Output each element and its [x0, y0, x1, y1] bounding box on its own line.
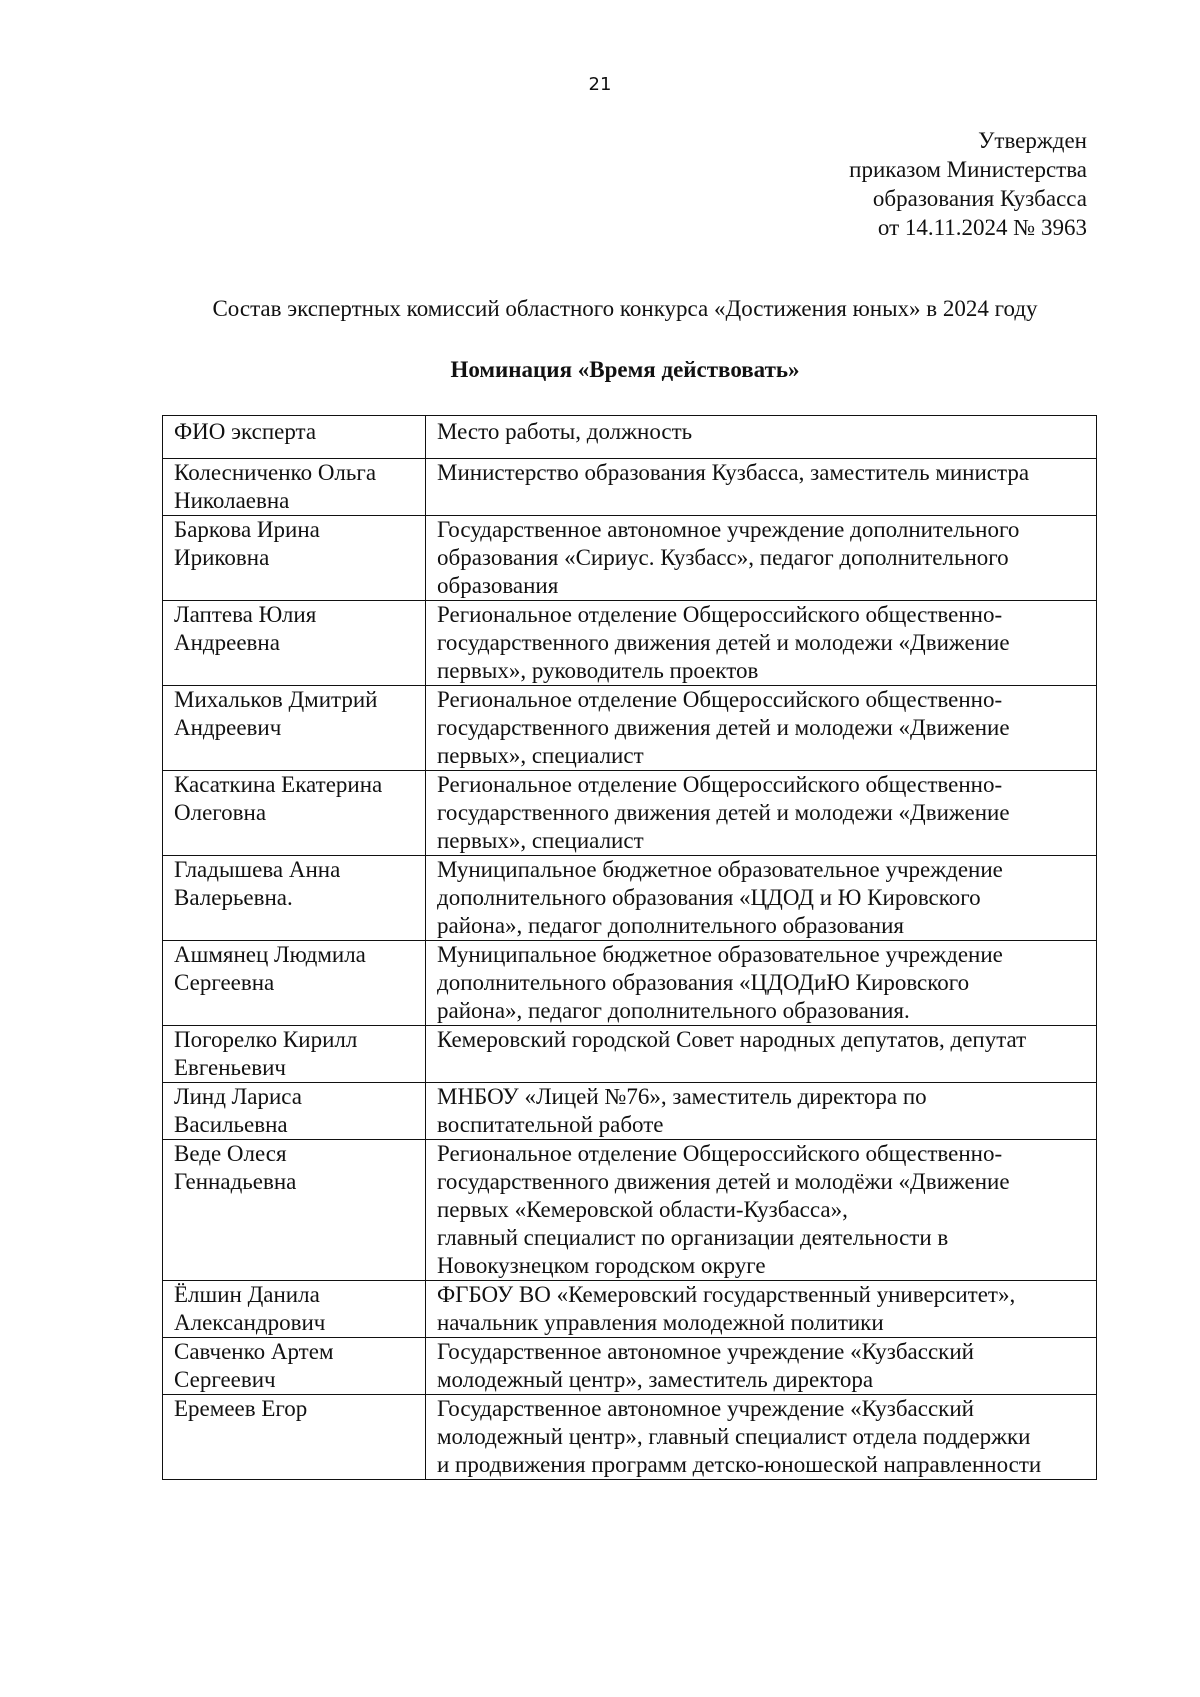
expert-position-cell: [426, 686, 1097, 771]
table-row: [163, 856, 1097, 941]
expert-name-line: Погорелко Кирилл: [174, 1027, 358, 1052]
expert-name-cell: [163, 1338, 426, 1395]
table-row: [163, 1338, 1097, 1395]
expert-position-cell: [426, 459, 1097, 516]
expert-name-line: Гладышева Анна: [174, 857, 341, 882]
approval-line: Утвержден: [978, 128, 1087, 153]
expert-name-line: Александрович: [174, 1310, 326, 1335]
expert-position-cell: [426, 771, 1097, 856]
expert-position-line: первых», специалист: [437, 743, 644, 768]
expert-position-cell: [426, 1026, 1097, 1083]
expert-position-line: молодежный центр», главный специалист отдела поддержки: [437, 1424, 1031, 1449]
expert-position-cell: [426, 856, 1097, 941]
expert-position-line: первых», специалист: [437, 828, 644, 853]
table-row: [163, 459, 1097, 516]
expert-name-line: Андреевич: [174, 715, 282, 740]
expert-position-cell: [426, 1338, 1097, 1395]
expert-position-cell: [426, 1395, 1097, 1480]
table-row: [163, 1083, 1097, 1140]
expert-position-line: Кемеровский городской Совет народных депутатов, депутат: [437, 1027, 1027, 1052]
expert-position-line: молодежный центр», заместитель директора: [437, 1367, 874, 1392]
expert-name-line: Лаптева Юлия: [174, 602, 317, 627]
expert-name-line: Ашмянец Людмила: [174, 942, 366, 967]
experts-table: [162, 415, 1097, 1480]
expert-name-cell: [163, 1395, 426, 1480]
approval-line: приказом Министерства: [849, 157, 1087, 182]
expert-name-line: Сергеевна: [174, 970, 275, 995]
expert-position-line: воспитательной работе: [437, 1112, 664, 1137]
expert-position-cell: [426, 1083, 1097, 1140]
approval-line: образования Кузбасса: [872, 186, 1087, 211]
expert-position-line: ФГБОУ ВО «Кемеровский государственный университет»,: [437, 1282, 1016, 1307]
expert-position-line: дополнительного образования «ЦДОДиЮ Кировского: [437, 970, 970, 995]
expert-position-line: Новокузнецком городском округе: [437, 1253, 766, 1278]
expert-name-line: Евгеньевич: [174, 1055, 286, 1080]
expert-name-line: Касаткина Екатерина: [174, 772, 383, 797]
expert-position-line: Муниципальное бюджетное образовательное учреждение: [437, 942, 1003, 967]
header-position: Место работы, должность: [426, 416, 1097, 459]
expert-name-line: Савченко Артем: [174, 1339, 334, 1364]
table-row: [163, 1026, 1097, 1083]
expert-position-cell: [426, 1140, 1097, 1281]
approval-line: от 14.11.2024 № 3963: [877, 215, 1087, 240]
expert-position-line: дополнительного образования «ЦДОД и Ю Кировского: [437, 885, 981, 910]
expert-position-line: Государственное автономное учреждение «Кузбасский: [437, 1339, 974, 1364]
table-row: [163, 1140, 1097, 1281]
expert-position-cell: [426, 1281, 1097, 1338]
expert-name-cell: [163, 1140, 426, 1281]
expert-position-line: Региональное отделение Общероссийского общественно-: [437, 602, 1003, 627]
expert-position-line: начальник управления молодежной политики: [437, 1310, 884, 1335]
table-row: [163, 601, 1097, 686]
expert-name-line: Баркова Ирина: [174, 517, 320, 542]
expert-name-cell: [163, 601, 426, 686]
expert-position-line: государственного движения детей и молодежи «Движение: [437, 800, 1010, 825]
expert-name-cell: [163, 516, 426, 601]
expert-position-line: главный специалист по организации деятельности в: [437, 1225, 949, 1250]
expert-name-line: Валерьевна.: [174, 885, 293, 910]
expert-name-line: Олеговна: [174, 800, 267, 825]
expert-name-line: Ириковна: [174, 545, 270, 570]
expert-name-line: Сергеевич: [174, 1367, 276, 1392]
document-title: Состав экспертных комиссий областного конкурса «Достижения юных» в 2024 году: [212, 296, 1038, 321]
expert-name-line: Линд Лариса: [174, 1084, 302, 1109]
expert-name-cell: [163, 771, 426, 856]
expert-name-line: Михальков Дмитрий: [174, 687, 378, 712]
expert-position-line: Региональное отделение Общероссийского общественно-: [437, 687, 1003, 712]
expert-position-line: Государственное автономное учреждение «Кузбасский: [437, 1396, 974, 1421]
expert-name-line: Андреевна: [174, 630, 280, 655]
expert-position-line: района», педагог дополнительного образования: [437, 913, 904, 938]
table-row: [163, 686, 1097, 771]
expert-name-line: Ёлшин Данила: [174, 1282, 320, 1307]
header-name: ФИО эксперта: [163, 416, 426, 459]
expert-name-line: Колесниченко Ольга: [174, 460, 377, 485]
expert-position-line: Муниципальное бюджетное образовательное учреждение: [437, 857, 1003, 882]
nomination-heading: Номинация «Время действовать»: [450, 357, 800, 382]
expert-name-cell: [163, 459, 426, 516]
table-row: [163, 771, 1097, 856]
expert-position-line: и продвижения программ детско-юношеской направленности: [437, 1452, 1042, 1477]
expert-name-cell: [163, 686, 426, 771]
expert-name-line: Васильевна: [174, 1112, 288, 1137]
expert-position-line: первых «Кемеровской области-Кузбасса»,: [437, 1197, 848, 1222]
expert-position-cell: [426, 516, 1097, 601]
expert-position-line: государственного движения детей и молодежи «Движение: [437, 715, 1010, 740]
approval-stamp: [849, 126, 1087, 242]
table-header-row: [163, 416, 1097, 459]
expert-name-cell: [163, 1026, 426, 1083]
table-row: [163, 1281, 1097, 1338]
table-row: [163, 1395, 1097, 1480]
expert-name-cell: [163, 941, 426, 1026]
expert-position-line: Государственное автономное учреждение дополнительного: [437, 517, 1020, 542]
expert-name-line: Николаевна: [174, 488, 290, 513]
expert-position-line: образования: [437, 573, 559, 598]
expert-position-line: образования «Сириус. Кузбасс», педагог дополнительного: [437, 545, 1009, 570]
expert-position-line: Региональное отделение Общероссийского общественно-: [437, 772, 1003, 797]
table-row: [163, 941, 1097, 1026]
expert-name-cell: [163, 1083, 426, 1140]
expert-name-cell: [163, 1281, 426, 1338]
expert-position-line: района», педагог дополнительного образования.: [437, 998, 910, 1023]
expert-position-cell: [426, 601, 1097, 686]
expert-name-line: Геннадьевна: [174, 1169, 297, 1194]
expert-position-line: Министерство образования Кузбасса, заместитель министра: [437, 460, 1030, 485]
expert-name-line: Веде Олеся: [174, 1141, 287, 1166]
expert-position-line: первых», руководитель проектов: [437, 658, 759, 683]
expert-position-line: государственного движения детей и молодежи «Движение: [437, 630, 1010, 655]
expert-name-line: Еремеев Егор: [174, 1396, 308, 1421]
expert-position-line: МНБОУ «Лицей №76», заместитель директора по: [437, 1084, 927, 1109]
table-row: [163, 516, 1097, 601]
expert-position-line: государственного движения детей и молодёжи «Движение: [437, 1169, 1010, 1194]
page-number: 21: [588, 74, 612, 95]
expert-position-cell: [426, 941, 1097, 1026]
expert-name-cell: [163, 856, 426, 941]
expert-position-line: Региональное отделение Общероссийского общественно-: [437, 1141, 1003, 1166]
